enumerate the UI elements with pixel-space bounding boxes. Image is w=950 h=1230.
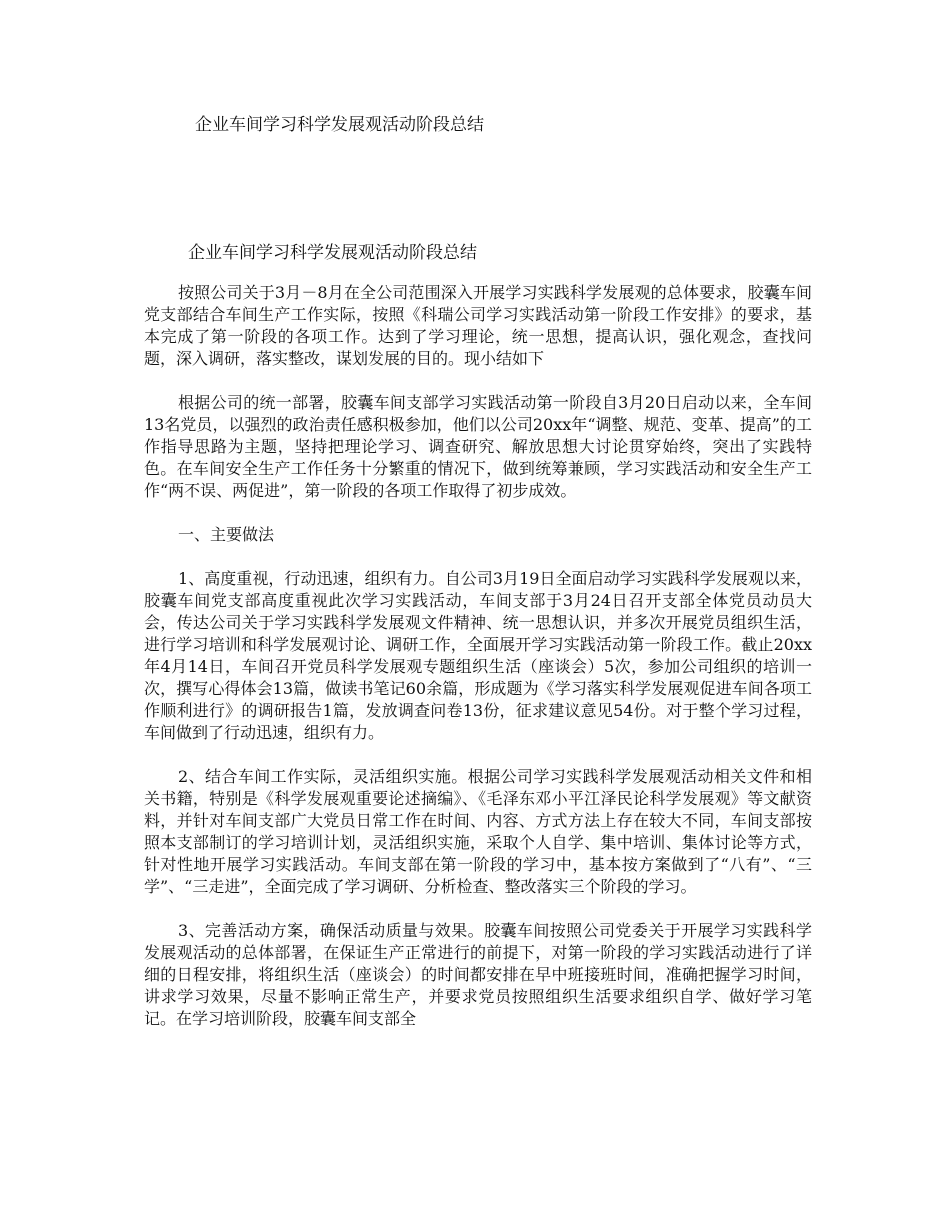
- item-paragraph-2: 2、结合车间工作实际，灵活组织实施。根据公司学习实践科学发展观活动相关文件和相关书籍，特别是《科学发展观重要论述摘编》、《毛泽东邓小平江泽民论科学发展观》等文献资料，并针对车间支部广大党员日常工作在时间、内容、方式方法上存在较大不同，车间支部按照本支部制订的学习培训计划，灵活组织实施，采取个人自学、集中培训、集体讨论等方式，针对性地开展学习实践活动。车间支部在第一阶段的学习中，基本按方案做到了“八有”、“三学”、“三走进”，全面完成了学习调研、分析检查、整改落实三个阶段的学习。: [144, 767, 812, 896]
- document-title: 企业车间学习科学发展观活动阶段总结: [195, 115, 484, 135]
- document-body: [144, 282, 812, 1052]
- section-heading: 一、主要做法: [178, 525, 275, 544]
- document-subtitle: 企业车间学习科学发展观活动阶段总结: [188, 243, 477, 263]
- item-paragraph-1: 1、高度重视，行动迅速，组织有力。自公司3月19日全面启动学习实践科学发展观以来，胶囊车间党支部高度重视此次学习实践活动，车间支部于3月24日召开支部全体党员动员大会，传达公司关于学习实践科学发展观文件精神、统一思想认识，并多次开展党员组织生活，进行学习培训和科学发展观讨论、调研工作，全面展开学习实践活动第一阶段工作。截止20xx年4月14日，车间召开党员科学发展观专题组织生活（座谈会）5次，参加公司组织的培训一次，撰写心得体会13篇，做读书笔记60余篇，形成题为《学习落实科学发展观促进车间各项工作顺利进行》的调研报告1篇，发放调查问卷13份，征求建议意见54份。对于整个学习过程，车间做到了行动迅速，组织有力。: [144, 569, 812, 742]
- item-paragraph-3: 3、完善活动方案，确保活动质量与效果。胶囊车间按照公司党委关于开展学习实践科学发展观活动的总体部署，在保证生产正常进行的前提下，对第一阶段的学习实践活动进行了详细的日程安排，将组织生活（座谈会）的时间都安排在早中班接班时间，准确把握学习时间，讲求学习效果，尽量不影响正常生产，并要求党员按照组织生活要求组织自学、做好学习笔记。在学习培训阶段，胶囊车间支部全: [144, 921, 812, 1028]
- intro-paragraph: 按照公司关于3月－8月在全公司范围深入开展学习实践科学发展观的总体要求，胶囊车间党支部结合车间生产工作实际，按照《科瑞公司学习实践活动第一阶段工作安排》的要求，基本完成了第一阶段的各项工作。达到了学习理论，统一思想，提高认识，强化观念，查找问题，深入调研，落实整改，谋划发展的目的。现小结如下: [144, 283, 812, 368]
- background-paragraph: 根据公司的统一部署，胶囊车间支部学习实践活动第一阶段自3月20日启动以来，全车间13名党员，以强烈的政治责任感积极参加，他们以公司20xx年“调整、规范、变革、提高”的工作指导思路为主题，坚持把理论学习、调查研究、解放思想大讨论贯穿始终，突出了实践特色。在车间安全生产工作任务十分繁重的情况下，做到统筹兼顾，学习实践活动和安全生产工作“两不误、两促进”，第一阶段的各项工作取得了初步成效。: [144, 393, 812, 500]
